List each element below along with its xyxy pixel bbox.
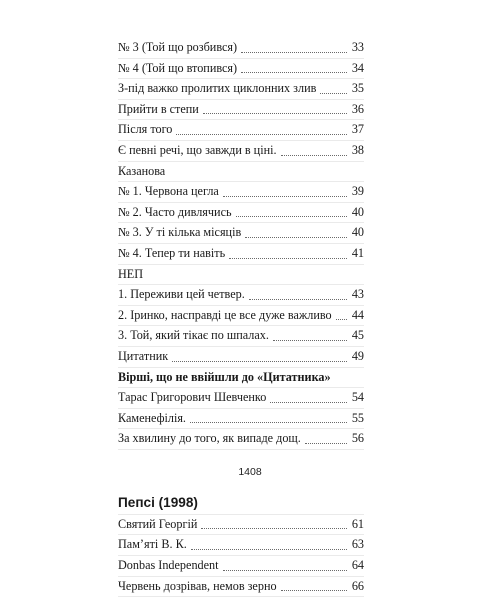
toc-entry-title: Прийти в степи	[118, 101, 199, 116]
toc-entry-page: 44	[351, 307, 364, 322]
toc-entry	[118, 223, 364, 244]
page-number: 1408	[238, 466, 262, 478]
dot-leader	[249, 299, 347, 300]
dot-leader	[176, 134, 347, 135]
toc-entry	[118, 535, 364, 556]
dot-leader	[241, 52, 347, 53]
toc-entry-title: 1. Переживи цей четвер.	[118, 287, 245, 302]
toc-entry-page: 37	[351, 122, 364, 137]
toc-entry-page: 38	[351, 142, 364, 157]
dot-leader	[229, 258, 347, 259]
dot-leader	[305, 443, 347, 444]
toc-entry	[118, 141, 364, 162]
dot-leader	[190, 422, 347, 423]
toc-entry-title: Після того	[118, 122, 173, 137]
toc-entry	[118, 203, 364, 224]
dot-leader	[236, 216, 347, 217]
toc-entry-page: 56	[351, 431, 364, 446]
toc-entry-title: Цитатник	[118, 348, 169, 363]
toc-entry-title: № 3. У ті кілька місяців	[118, 225, 242, 240]
dot-leader	[241, 72, 347, 73]
toc-entry-title: Святий Георгій	[118, 516, 198, 531]
toc-entry	[118, 306, 364, 327]
toc-entry-page: 49	[351, 348, 364, 363]
toc-entry-title: № 3 (Той що розбився)	[118, 40, 238, 54]
toc-entry-page: 36	[351, 101, 364, 116]
dot-leader	[223, 196, 347, 197]
dot-leader	[245, 237, 347, 238]
toc-entry	[118, 100, 364, 121]
toc-group-heading	[118, 162, 364, 183]
toc-entry	[118, 182, 364, 203]
dot-leader	[281, 590, 347, 591]
toc-entry-page: 64	[351, 558, 364, 573]
dot-leader	[191, 549, 347, 550]
toc-entry	[118, 285, 364, 306]
dot-leader	[201, 528, 347, 529]
toc-group-title: Казанова	[118, 163, 166, 178]
toc-entry-title: № 4 (Той що втопився)	[118, 60, 238, 75]
toc-entry	[118, 120, 364, 141]
toc-entry-title: 3. Той, який тікає по шпалах.	[118, 328, 269, 343]
toc-entry	[118, 38, 364, 59]
toc-entry	[118, 244, 364, 265]
toc-entry-page: 43	[351, 287, 364, 302]
dot-leader	[281, 155, 347, 156]
toc-entry	[118, 347, 364, 368]
dot-leader	[336, 319, 347, 320]
toc-entry-title: № 2. Часто дивлячись	[118, 204, 232, 219]
toc-entry-title: Тарас Григорович Шевченко	[118, 390, 267, 405]
toc-entry-title: За хвилину до того, як випаде дощ.	[118, 431, 301, 446]
toc-entry-page: 33	[351, 40, 364, 54]
toc-entry-page: 66	[351, 578, 364, 593]
toc-entry-title: З-під важко пролитих циклонних злив	[118, 81, 317, 96]
toc-entry-title: Червень дозрівав, немов зерно	[118, 578, 277, 593]
toc-entry-title: Donbas Independent	[118, 558, 219, 573]
toc-entry-page: 45	[351, 328, 364, 343]
toc-entry-page: 40	[351, 204, 364, 219]
section-title: Пепсі (1998)	[118, 492, 364, 515]
toc-entry-page: 34	[351, 60, 364, 75]
toc-entry-page: 61	[351, 516, 364, 531]
toc-entry-title: № 1. Червона цегла	[118, 184, 219, 199]
toc-entry	[118, 326, 364, 347]
toc-entry-title: 2. Іринко, насправді це все дуже важливо	[118, 307, 332, 322]
toc-entry	[118, 59, 364, 80]
table-of-contents	[118, 38, 364, 597]
toc-entry	[118, 577, 364, 597]
toc-entry	[118, 409, 364, 430]
toc-entry-page: 55	[351, 410, 364, 425]
toc-entry-page: 35	[351, 81, 364, 96]
toc-entry	[118, 429, 364, 450]
toc-entry-page: 54	[351, 390, 364, 405]
toc-entry-title: Є певні речі, що завжди в ціні.	[118, 142, 277, 157]
dot-leader	[320, 93, 347, 94]
toc-entry-page: 41	[351, 245, 364, 260]
dot-leader	[172, 361, 347, 362]
toc-entry-page: 40	[351, 225, 364, 240]
toc-group-title: Вірші, що не ввійшли до «Цитатника»	[118, 369, 331, 384]
toc-entry	[118, 515, 364, 536]
toc-entry-title: Каменефілія.	[118, 410, 186, 425]
dot-leader	[273, 340, 347, 341]
toc-entry-title: № 4. Тепер ти навіть	[118, 245, 226, 260]
toc-entry	[118, 388, 364, 409]
dot-leader	[223, 570, 347, 571]
toc-entry	[118, 79, 364, 100]
toc-entry	[118, 556, 364, 577]
dot-leader	[270, 402, 347, 403]
toc-entry-page: 39	[351, 184, 364, 199]
toc-entry-title: Пам’яті В. К.	[118, 537, 187, 552]
toc-entry-page: 63	[351, 537, 364, 552]
toc-group-heading	[118, 368, 364, 389]
toc-group-title: НЕП	[118, 266, 144, 281]
toc-group-heading	[118, 265, 364, 286]
dot-leader	[203, 113, 347, 114]
